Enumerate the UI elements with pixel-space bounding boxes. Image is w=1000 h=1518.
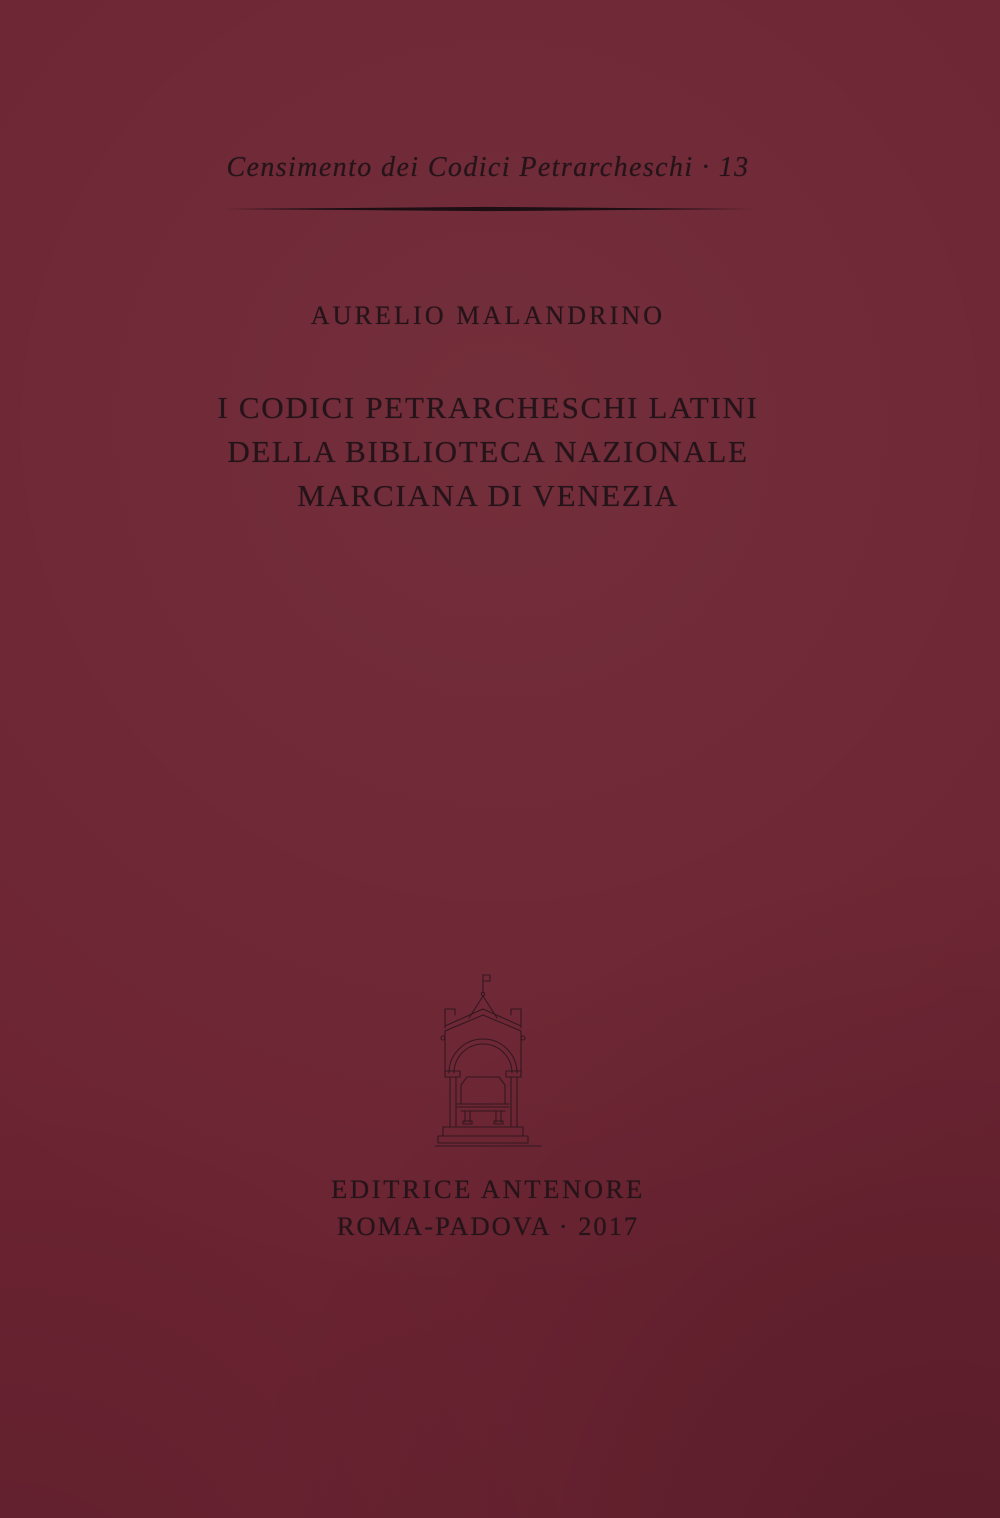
series-title: Censimento dei Codici Petrarcheschi · 13	[226, 152, 750, 183]
series-divider	[0, 206, 988, 212]
antenore-aedicula-emblem-icon	[433, 972, 543, 1148]
title-line-3: MARCIANA DI VENEZIA	[297, 478, 679, 513]
title-line-2: DELLA BIBLIOTECA NAZIONALE	[227, 434, 749, 469]
title-line-1: I CODICI PETRARCHESCHI LATINI	[217, 390, 759, 425]
imprint-place-year: ROMA-PADOVA · 2017	[336, 1211, 640, 1241]
author-name: AURELIO MALANDRINO	[310, 301, 666, 330]
publisher-name: EDITRICE ANTENORE	[331, 1174, 645, 1204]
publisher-emblem	[0, 972, 988, 1148]
tapered-rule-icon	[223, 206, 753, 212]
book-title	[0, 386, 988, 518]
